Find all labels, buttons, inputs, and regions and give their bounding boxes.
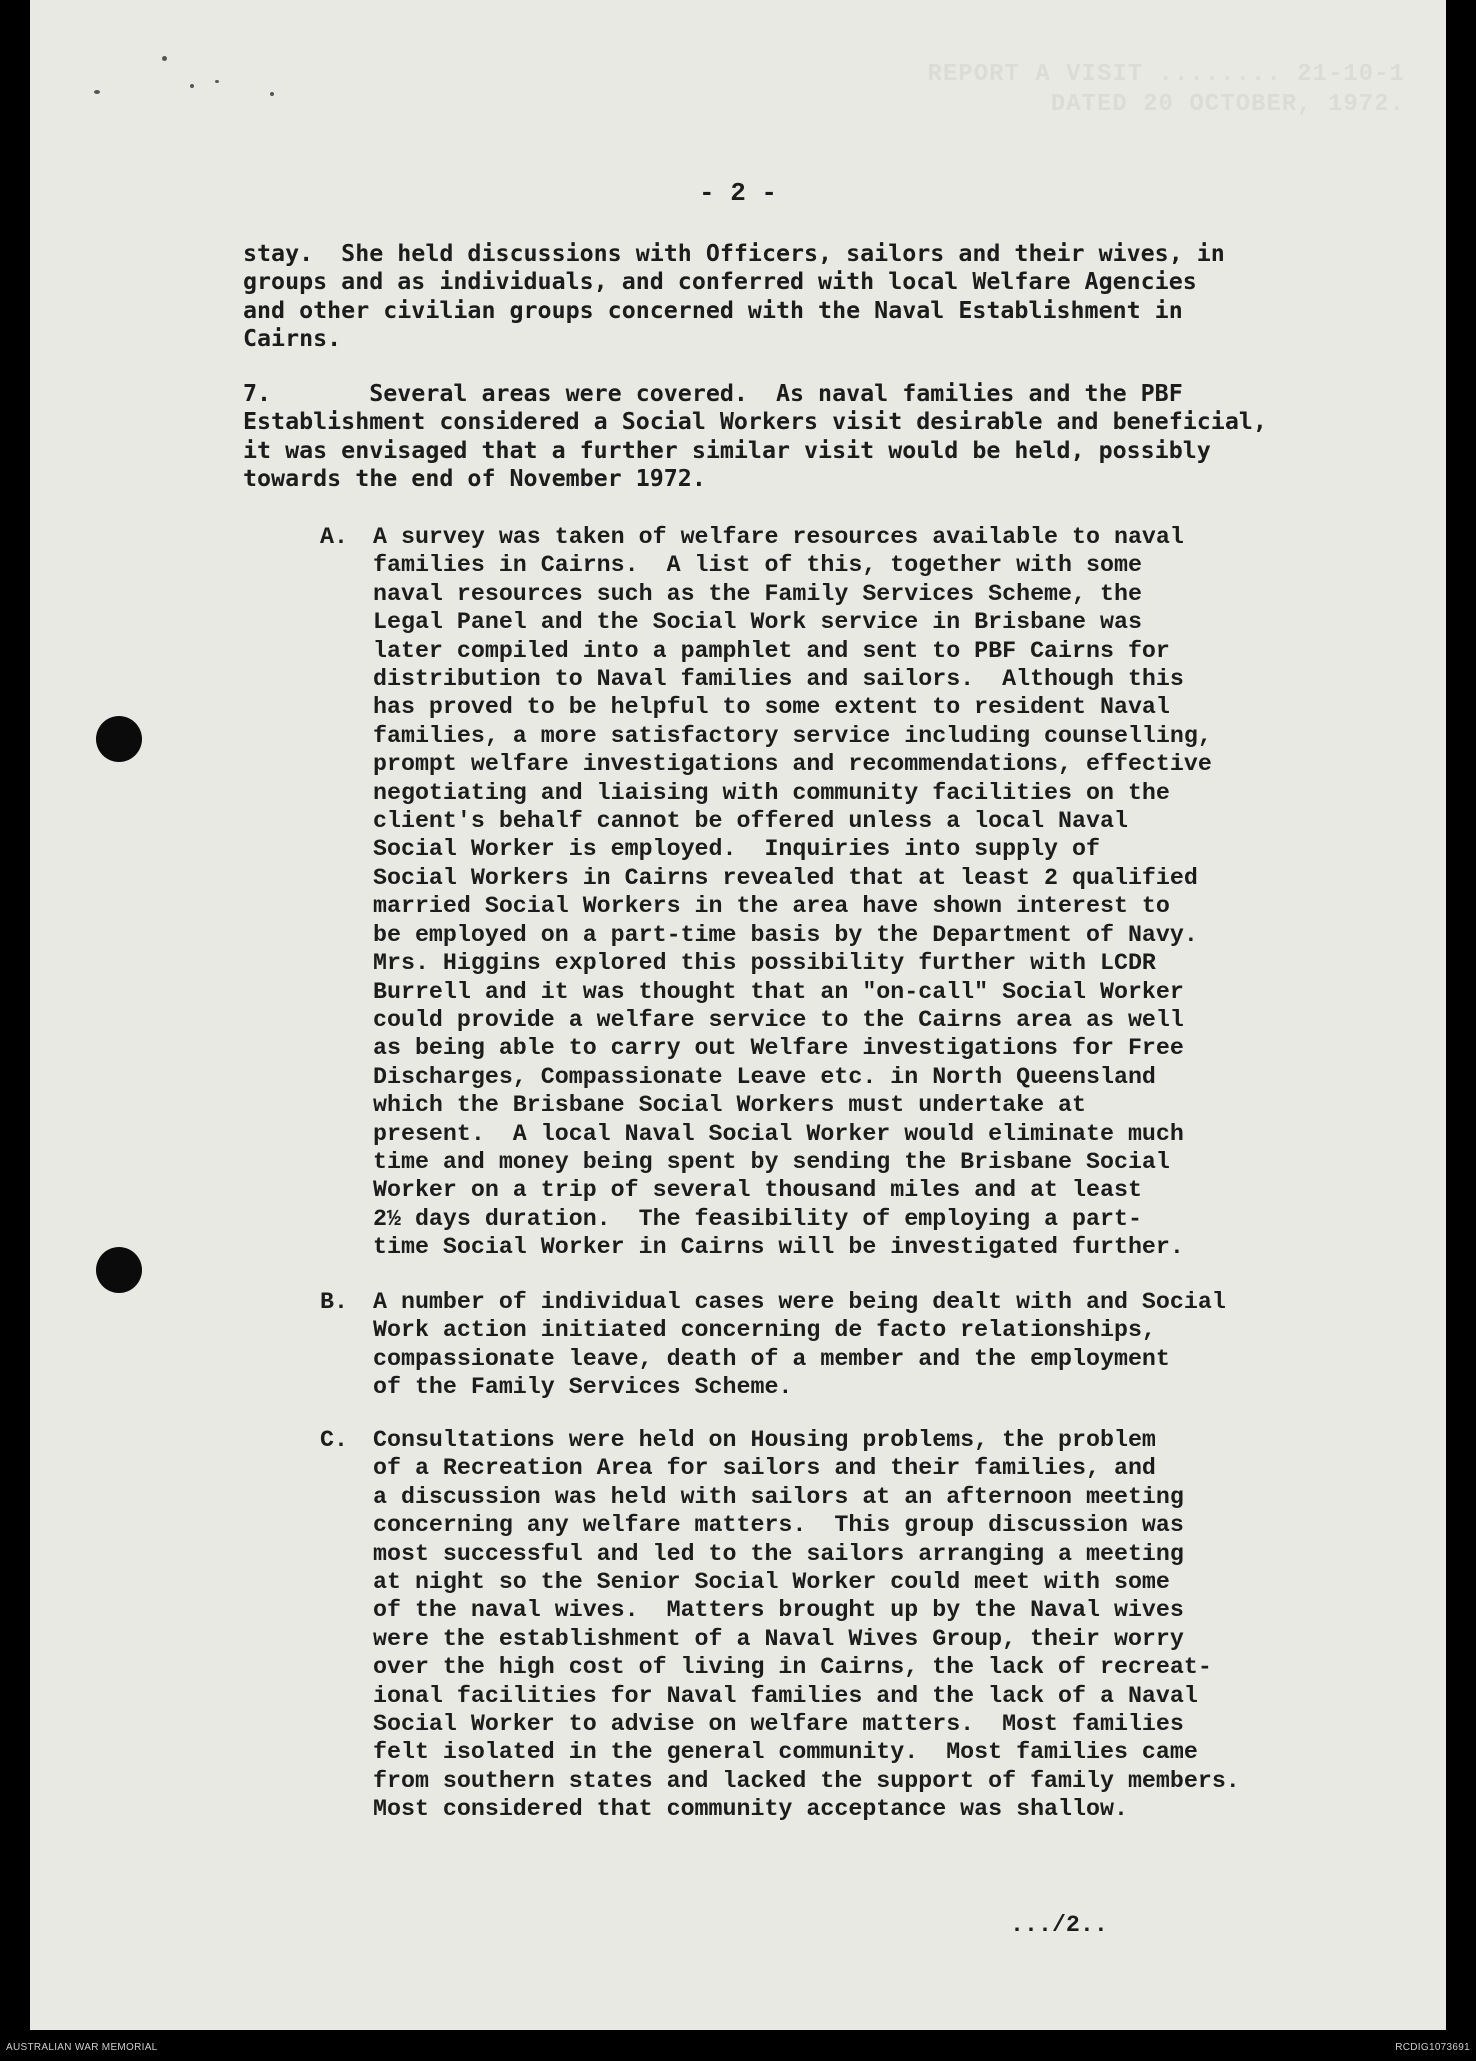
list-item-label: B.: [320, 1289, 348, 1315]
list-item-text: A number of individual cases were being dealt with and Social Work action initiated concerning de facto relationships, compassionate leave, death of a member and the employment of the Family Services Scheme.: [373, 1289, 1226, 1401]
faint-reference-stamp: [805, 60, 1405, 120]
continuation-marker: .../2..: [1010, 1912, 1108, 1938]
list-item-text: A survey was taken of welfare resources available to naval families in Cairns. A list of this, together with some naval resources such as the Family Services Scheme, the Legal Panel and the Social Work service in Brisbane was later compiled into a pamphlet and sent to PBF Cairns for distribution to Naval families and sailors. Although this has proved to be helpful to some extent to resident Naval families, a more satisfactory service including counselling, prompt welfare investigations and recommendations, effective negotiating and liaising with community facilities on the client's behalf cannot be offered unless a local Naval Social Worker is employed. Inquiries into supply of Social Workers in Cairns revealed that at least 2 qualified married Social Workers in the area have shown interest to be employed on a part-time basis by the Department of Navy. Mrs. Higgins explored this possibility further with LCDR Burrell and it was thought that an "on-call" Social Worker could provide a welfare service to the Cairns area as well as being able to carry out Welfare investigations for Free Discharges, Compassionate Leave etc. in North Queensland which the Brisbane Social Workers must undertake at present. A local Naval Social Worker would eliminate much time and money being spent by sending the Brisbane Social Worker on a trip of several thousand miles and at least 2½ days duration. The feasibility of employing a part- time Social Worker in Cairns will be investigated further.: [373, 524, 1212, 1261]
list-item-label: C.: [320, 1427, 348, 1453]
punch-hole: [96, 716, 142, 762]
document-page: [30, 0, 1446, 2030]
list-item-text: Consultations were held on Housing problems, the problem of a Recreation Area for sailors and their families, and a discussion was held with sailors at an afternoon meeting concerning any welfare matters. This group discussion was most successful and led to the sailors arranging a meeting at night so the Senior Social Worker could meet with some of the naval wives. Matters brought up by the Naval wives were the establishment of a Naval Wives Group, their worry over the high cost of living in Cairns, the lack of recreat- ional facilities for Naval families and the lack of a Naval Social Worker to advise on welfare matters. Most families felt isolated in the general community. Most families came from southern states and lacked the support of family members. Most considered that community acceptance was shallow.: [373, 1427, 1240, 1823]
page-number: - 2 -: [698, 178, 777, 208]
punch-hole: [96, 1247, 142, 1293]
paper-speck: [215, 80, 219, 83]
list-item-label: A.: [320, 524, 348, 550]
paper-speck: [162, 56, 167, 61]
paragraph-7: 7. Several areas were covered. As naval families and the PBF Establishment considered a Social Workers visit desirable and beneficial, it was envisaged that a further similar visit would be held, possibly towards the end of November 1972.: [243, 380, 1267, 493]
footer-source: AUSTRALIAN WAR MEMORIAL: [6, 2042, 158, 2053]
faint-stamp-line: DATED 20 OCTOBER, 1972.: [1050, 91, 1405, 118]
faint-stamp-line: REPORT A VISIT ........ 21-10-1: [927, 61, 1405, 88]
paper-speck: [94, 90, 100, 94]
paper-speck: [190, 84, 194, 88]
paragraph-intro: stay. She held discussions with Officers, sailors and their wives, in groups and as individuals, and conferred with local Welfare Agencies and other civilian groups concerned with the Naval Establishment in Cairns.: [243, 240, 1225, 353]
footer-record-id: RCDIG1073691: [1395, 2042, 1470, 2053]
paper-speck: [270, 92, 274, 96]
